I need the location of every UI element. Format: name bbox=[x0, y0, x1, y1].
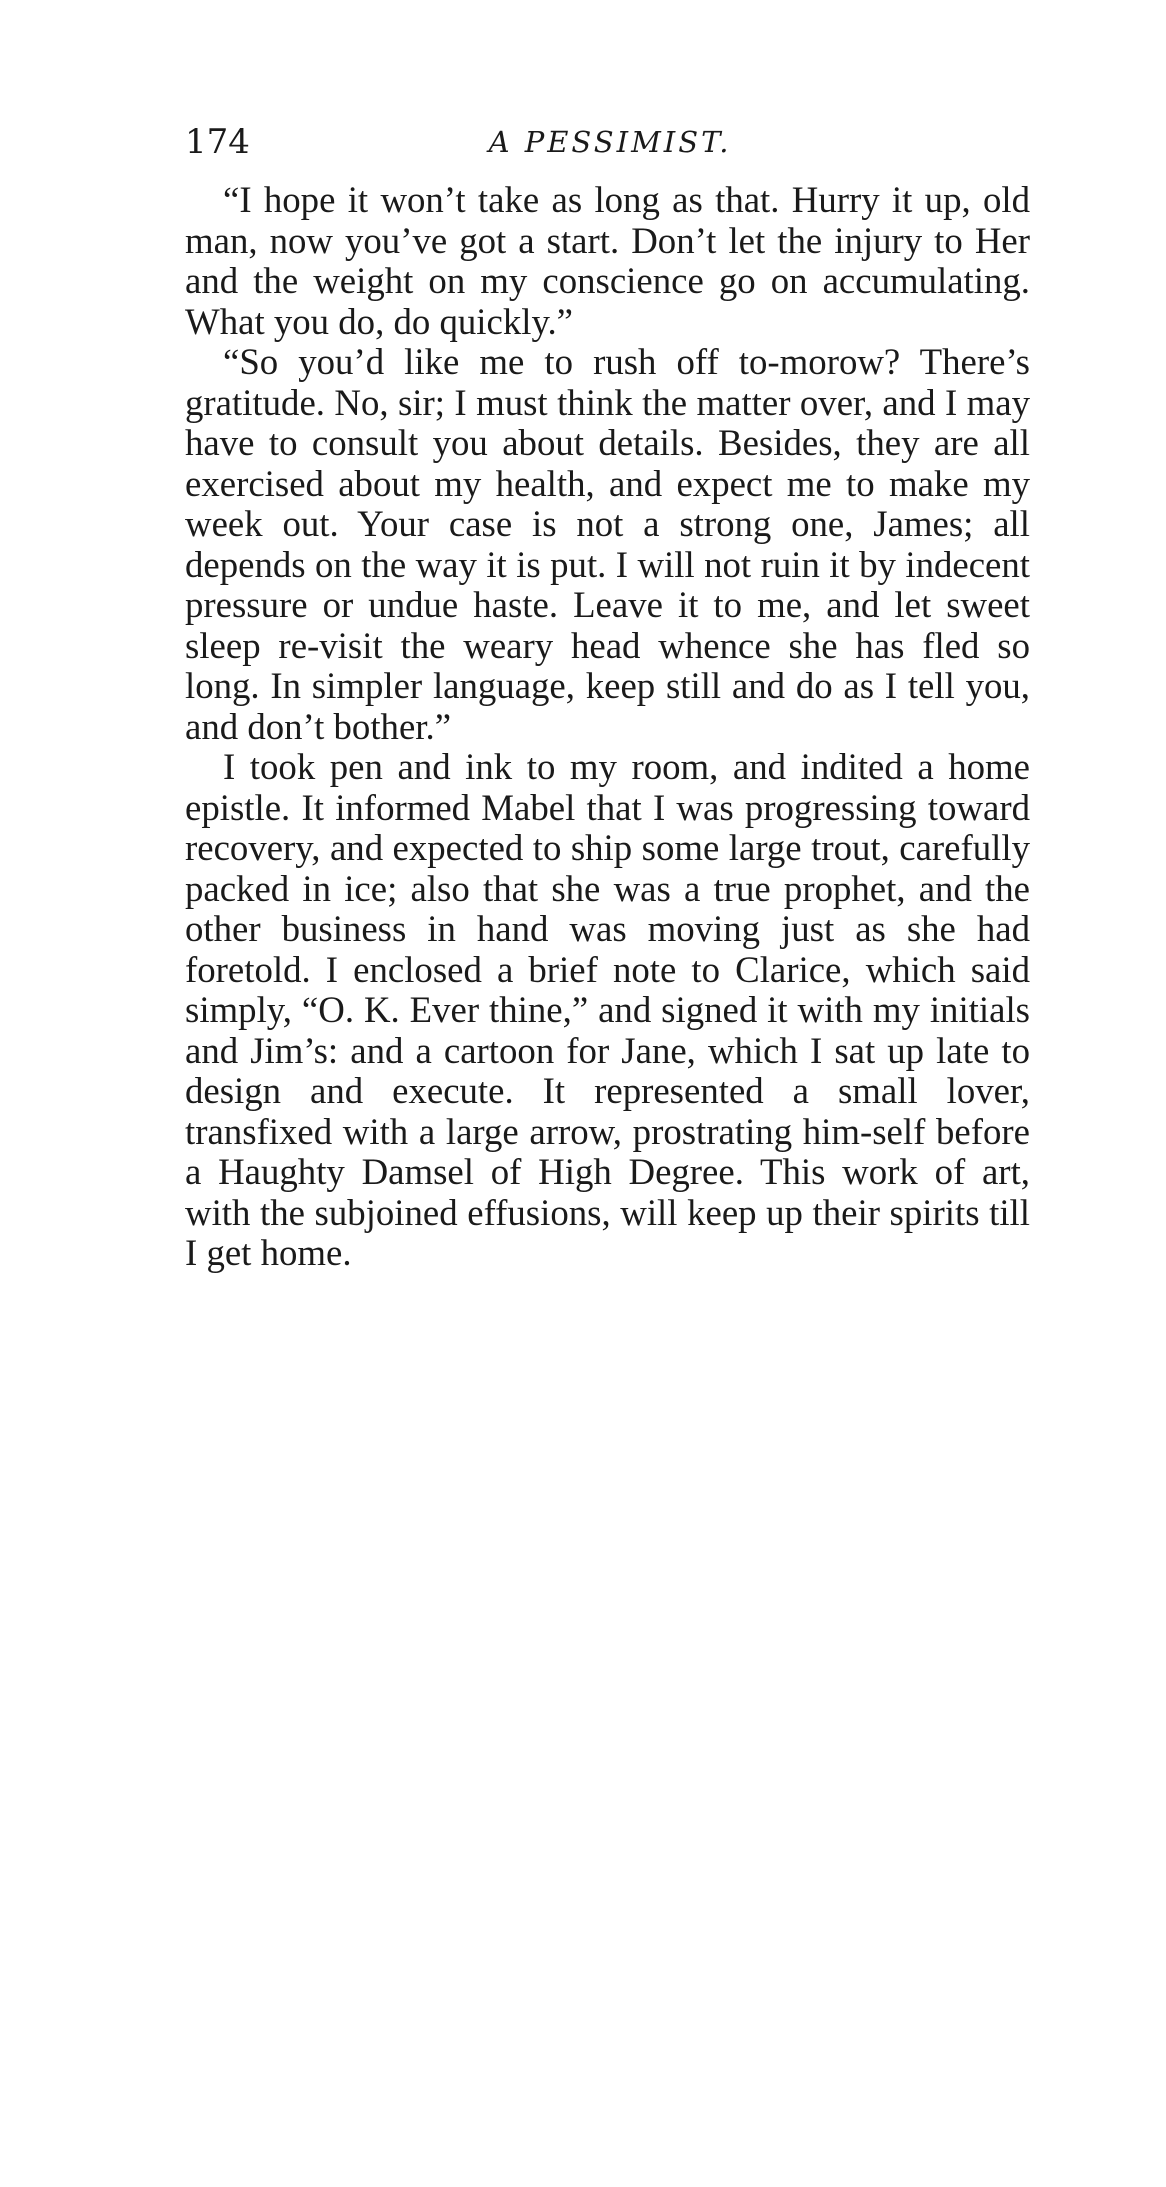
body-text bbox=[185, 180, 1030, 1274]
paragraph-3: I took pen and ink to my room, and indited a home epistle. It informed Mabel that I was progressing toward recovery, and expected to ship some large trout, carefully packed in ice; also that she was a true prophet, and the other business in hand was moving just as she had foretold. I enclosed a brief note to Clarice, which said simply, “O. K. Ever thine,” and signed it with my initials and Jim’s: and a cartoon for Jane, which I sat up late to design and execute. It represented a small lover, transfixed with a large arrow, prostrating him-self before a Haughty Damsel of High Degree. This work of art, with the subjoined effusions, will keep up their spirits till I get home. bbox=[185, 746, 1030, 1273]
running-title: A PESSIMIST. bbox=[488, 125, 732, 159]
page-number: 174 bbox=[185, 122, 250, 162]
running-head bbox=[185, 122, 1035, 162]
paragraph-2: “So you’d like me to rush off to-morow? There’s gratitude. No, sir; I must think the matter over, and I may have to consult you about details. Besides, they are all exercised about my health, and expect me to make my week out. Your case is not a strong one, James; all depends on the way it is put. I will not ruin it by indecent pressure or undue haste. Leave it to me, and let sweet sleep re-visit the weary head whence she has fled so long. In simpler language, keep still and do as I tell you, and don’t bother.” bbox=[185, 341, 1030, 747]
paragraph-1: “I hope it won’t take as long as that. Hurry it up, old man, now you’ve got a start. Don’t let the injury to Her and the weight on my conscience go on accumulating. What you do, do quickly.” bbox=[185, 179, 1030, 342]
